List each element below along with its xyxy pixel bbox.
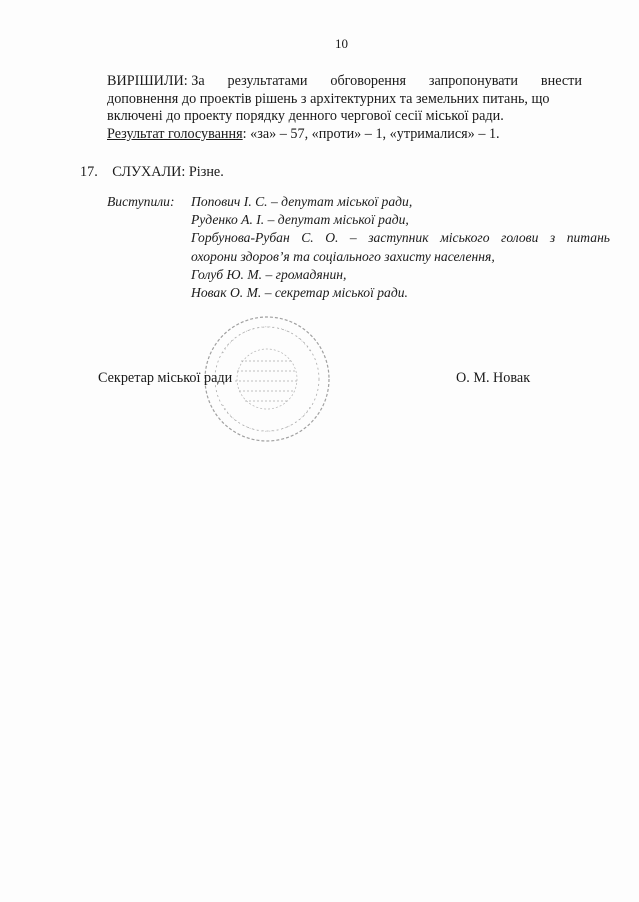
- speaker-line: охорони здоров’я та соціального захисту населення,: [191, 248, 495, 264]
- decision-line-1: [107, 73, 582, 91]
- decision-word: результатами: [227, 73, 308, 89]
- decision-line-2: доповнення до проектів рішень з архітектурних та земельних питань, що: [107, 90, 550, 107]
- vote-result: : «за» – 57, «проти» – 1, «утрималися» – 1.: [242, 125, 500, 142]
- decision-first-segment: [107, 73, 205, 91]
- speaker-line: Горбунова-Рубан С. О. – заступник міського голови з питань: [191, 230, 610, 246]
- decision-line-3: включені до проекту порядку денного чергової сесії міської ради.: [107, 108, 504, 125]
- vote-result-line: [107, 126, 582, 144]
- decision-word: запропонувати: [428, 73, 519, 89]
- decision-word: внести: [540, 73, 582, 89]
- speaker-line: Голуб Ю. М. – громадянин,: [191, 266, 347, 282]
- item-number: 17.: [80, 164, 98, 180]
- vote-label: Результат голосування: [107, 125, 243, 142]
- signature-role: Секретар міської ради: [98, 370, 233, 386]
- decision-label: ВИРІШИЛИ:: [107, 73, 188, 89]
- speaker-line: Руденко А. І. – депутат міської ради,: [191, 212, 409, 228]
- decision-word: За: [191, 73, 205, 89]
- signature-name: О. М. Новак: [456, 370, 531, 386]
- decision-block: [107, 73, 582, 143]
- speaker-row: [107, 193, 610, 302]
- page-number: 10: [335, 36, 348, 51]
- decision-word: обговорення: [330, 73, 407, 89]
- speaker-line: Попович І. С. – депутат міської ради,: [191, 194, 413, 209]
- item-heading-topic: Різне.: [188, 164, 224, 180]
- speaker-list: [191, 193, 610, 302]
- item-heading: [80, 164, 224, 181]
- speaker-line: Новак О. М. – секретар міської ради.: [191, 285, 408, 301]
- speakers-caption: Виступили:: [107, 194, 175, 209]
- speakers-block: [107, 193, 610, 302]
- item-heading-label: СЛУХАЛИ:: [112, 164, 186, 180]
